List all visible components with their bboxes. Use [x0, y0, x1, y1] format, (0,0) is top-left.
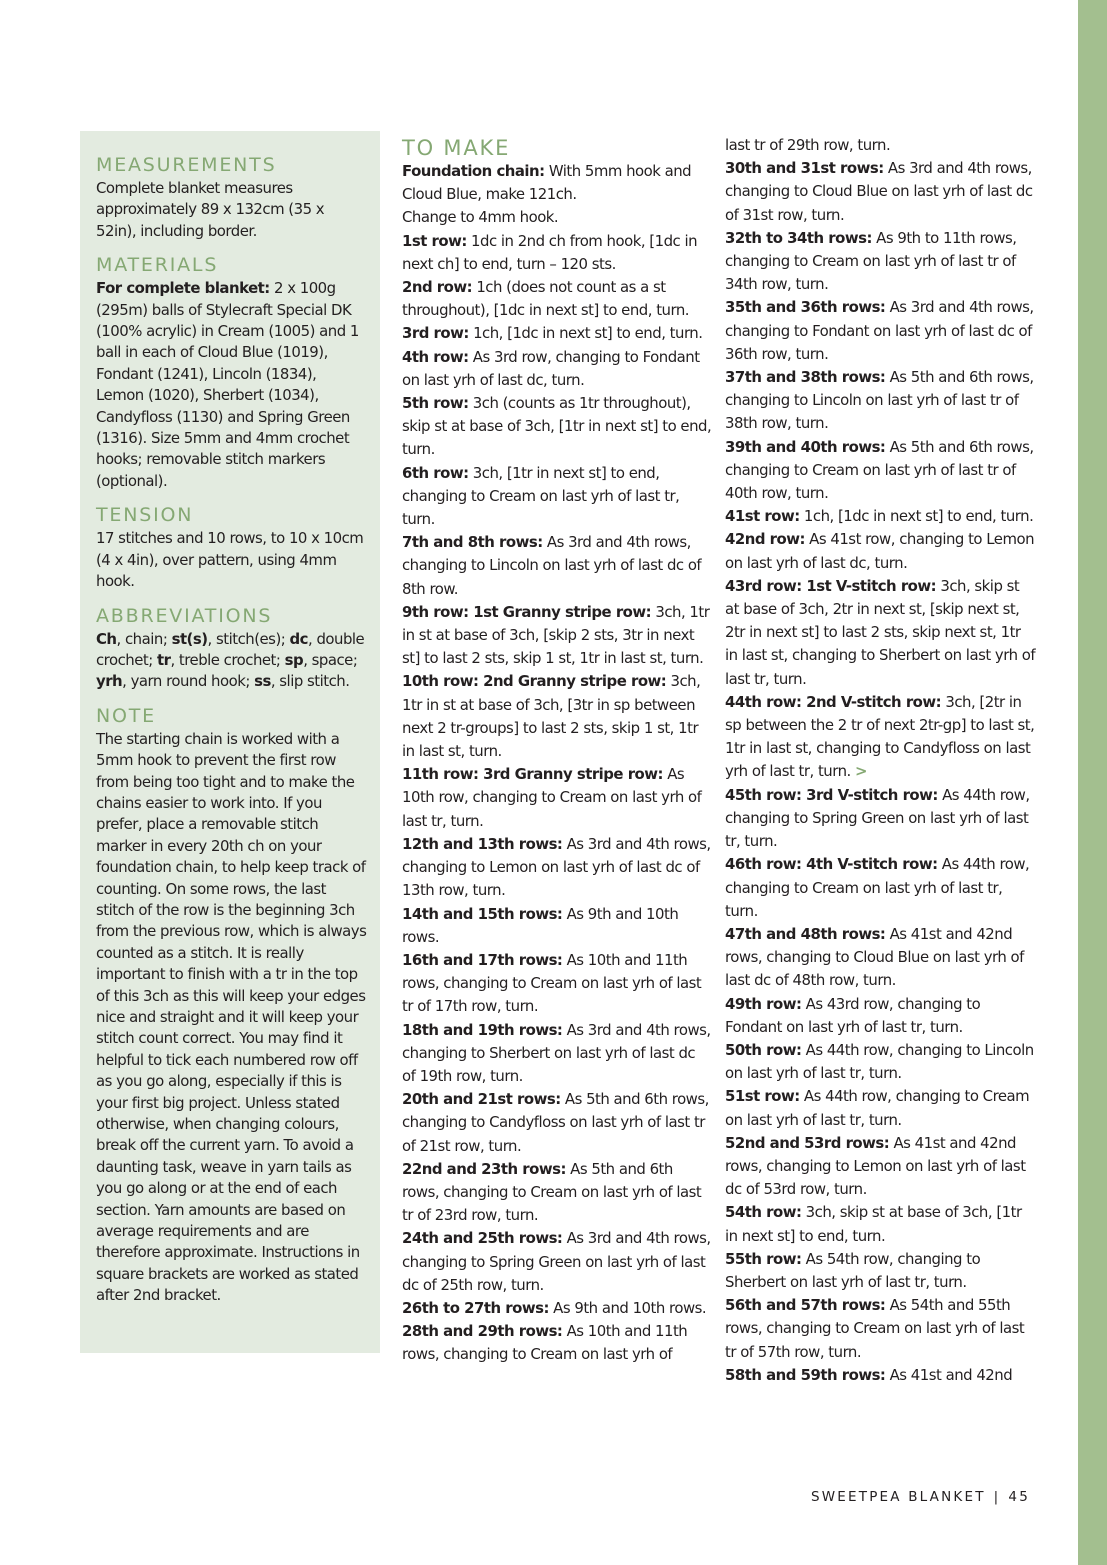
row-label: Foundation chain: — [402, 162, 545, 180]
instructions-column-2 — [725, 134, 1037, 1387]
instruction-row — [725, 366, 1037, 436]
row-label: 7th and 8th rows: — [402, 533, 543, 552]
row-text: As 5th and 6th rows, changing to Lincoln on last yrh of last tr of 38th row, turn. — [725, 368, 1034, 433]
instruction-row — [402, 833, 712, 903]
instruction-row — [725, 784, 1037, 854]
materials-body: 2 x 100g (295m) balls of Stylecraft Special DK (100% acrylic) in Cream (1005) and 1 ball in each of Cloud Blue (1019), Fondant (1241), Lincoln (1834), Lemon (1020), Sherbert (1034), Candyfloss (1130) and Spring Green (1316). Size 5mm and 4mm crochet hooks; removable stitch markers (optional). — [96, 279, 359, 490]
instruction-row — [402, 230, 712, 276]
materials-label: For complete blanket: — [96, 279, 270, 298]
row-text: As 43rd row, changing to Fondant on last yrh of last tr, turn. — [725, 994, 981, 1036]
note-heading: NOTE — [96, 704, 156, 727]
instruction-row — [725, 296, 1037, 366]
row-text: As 3rd and 4th rows, changing to Spring Green on last yrh of last dc of 25th row, turn. — [402, 1229, 711, 1294]
row-text: As 3rd and 4th rows, changing to Fondant on last yrh of last dc of 36th row, turn. — [725, 298, 1034, 363]
instruction-row — [402, 322, 712, 345]
abbreviation-meaning: , stitch(es); — [207, 629, 290, 648]
instruction-row — [725, 227, 1037, 297]
abbreviations-heading: ABBREVIATIONS — [96, 604, 273, 627]
instruction-row — [725, 1248, 1037, 1294]
abbreviation-meaning: , yarn round hook; — [122, 672, 255, 691]
row-label: 37th and 38th rows: — [725, 368, 886, 387]
instruction-row — [402, 949, 712, 1019]
abbreviations-list — [96, 629, 368, 693]
tension-text: 17 stitches and 10 rows, to 10 x 10cm (4 x 4in), over pattern, using 4mm hook. — [96, 529, 364, 591]
instruction-row — [725, 1039, 1037, 1085]
abbreviation-term: ss — [254, 672, 271, 691]
info-sidebar — [80, 131, 380, 1353]
row-text: Change to 4mm hook. — [402, 208, 559, 227]
tension-section — [96, 503, 368, 592]
row-text: As 9th and 10th rows. — [402, 904, 679, 946]
row-label: 10th row: 2nd Granny stripe row: — [402, 672, 667, 691]
row-label: 3rd row: — [402, 324, 469, 343]
measurements-heading: MEASUREMENTS — [96, 154, 277, 176]
row-text: As 3rd and 4th rows, changing to Cloud Blue on last yrh of last dc of 31st row, turn. — [725, 159, 1033, 224]
row-label: 4th row: — [402, 347, 469, 366]
footer-separator: | — [993, 1489, 1001, 1505]
row-text: As 10th and 11th rows, changing to Cream on last yrh of last tr of 17th row, turn. — [402, 950, 702, 1016]
instruction-row — [725, 1085, 1037, 1131]
row-label: 12th and 13th rows: — [402, 834, 563, 853]
row-text: As 5th and 6th rows, changing to Candyfloss on last yrh of last tr of 21st row, turn. — [402, 1090, 709, 1155]
row-text: 3ch, skip st at base of 3ch, 2tr in next st, [skip next st, 2tr in next st] to last 2 sts, skip next st, 1tr in last st, changing to Sherbert on last yrh of last tr, turn. — [725, 576, 1036, 688]
instruction-row — [402, 670, 712, 763]
row-label: 9th row: 1st Granny stripe row: — [402, 602, 652, 621]
row-label: 55th row: — [725, 1249, 802, 1268]
row-text: As 10th row, changing to Cream on last yrh of last tr, turn. — [402, 765, 702, 830]
instruction-list-2 — [725, 134, 1037, 1387]
row-label: 41st row: — [725, 507, 800, 526]
instruction-row — [725, 436, 1037, 506]
abbreviation-meaning: , chain; — [116, 629, 172, 648]
instruction-row — [725, 505, 1037, 528]
row-label: 43rd row: 1st V-stitch row: — [725, 576, 937, 595]
row-text: As 41st row, changing to Lemon on last yrh of last dc, turn. — [725, 530, 1035, 572]
row-text: As 5th and 6th rows, changing to Cream on last yrh of last tr of 23rd row, turn. — [402, 1159, 702, 1225]
instruction-row — [725, 1294, 1037, 1364]
row-label: 2nd row: — [402, 278, 473, 297]
instruction-row — [402, 1088, 712, 1158]
instruction-row — [725, 575, 1037, 691]
abbreviation-term: sp — [284, 650, 304, 669]
row-label: 45th row: 3rd V-stitch row: — [725, 785, 938, 804]
instruction-row — [402, 276, 712, 322]
abbreviation-meaning: , space; — [303, 650, 358, 669]
row-label: 51st row: — [725, 1087, 800, 1106]
row-label: 18th and 19th rows: — [402, 1020, 563, 1039]
abbreviations-section — [96, 604, 368, 693]
instruction-row — [402, 763, 712, 833]
row-text: 1dc in 2nd ch from hook, [1dc in next ch] to end, turn – 120 sts. — [402, 231, 698, 273]
row-text: 3ch, skip st at base of 3ch, [1tr in next st] to end, turn. — [725, 1203, 1022, 1245]
row-label: 44th row: 2nd V-stitch row: — [725, 692, 942, 711]
footer-title: SWEETPEA BLANKET — [810, 1489, 986, 1505]
measurements-section — [96, 153, 368, 242]
row-label: 22nd and 23th rows: — [402, 1159, 566, 1178]
instruction-row — [725, 1132, 1037, 1202]
materials-text — [96, 278, 368, 492]
instruction-row — [402, 601, 712, 671]
row-text: 3ch, 1tr in st at base of 3ch, [3tr in sp between next 2 tr-groups] to last 2 sts, skip 1 st, 1tr in last st, turn. — [402, 672, 701, 761]
row-label: 26th to 27th rows: — [402, 1298, 549, 1317]
row-label: 42nd row: — [725, 530, 805, 549]
row-text: As 5th and 6th rows, changing to Cream on last yrh of last tr of 40th row, turn. — [725, 437, 1034, 503]
abbreviation-term: Ch — [96, 629, 117, 648]
row-text: 3ch, [2tr in sp between the 2 tr of next 2tr-gp] to last st, 1tr in last st, changing to Candyfloss on last yrh of last tr, turn. — [725, 692, 1035, 781]
row-label: 54th row: — [725, 1203, 802, 1222]
row-text: 3ch (counts as 1tr throughout), skip st at base of 3ch, [1tr in next st] to end, turn. — [402, 394, 712, 459]
instruction-row — [402, 346, 712, 392]
row-label: 46th row: 4th V-stitch row: — [725, 855, 938, 874]
row-text: last tr of 29th row, turn. — [725, 136, 891, 154]
instruction-row — [725, 528, 1037, 574]
instruction-row — [725, 691, 1037, 784]
row-label: 16th and 17th rows: — [402, 950, 563, 969]
instruction-row — [725, 1364, 1037, 1387]
to-make-heading: TO MAKE — [402, 136, 511, 160]
abbreviation-term: yrh — [96, 672, 123, 691]
abbreviation-meaning: , treble crochet; — [170, 650, 285, 669]
instruction-row — [402, 1297, 712, 1320]
row-text: As 54th row, changing to Sherbert on last yrh of last tr, turn. — [725, 1249, 981, 1291]
measurements-text: Complete blanket measures approximately 89 x 132cm (35 x 52in), including border. — [96, 179, 325, 240]
row-label: 1st row: — [402, 231, 467, 250]
row-text: 1ch (does not count as a st throughout), [1dc in next st] to end, turn. — [402, 278, 690, 320]
row-text: 3ch, [1tr in next st] to end, changing to Cream on last yrh of last tr, turn. — [402, 463, 680, 529]
row-label: 6th row: — [402, 463, 469, 482]
row-text: As 41st and 42nd — [885, 1365, 1013, 1384]
note-text: The starting chain is worked with a 5mm hook to prevent the first row from being too tight and to make the chains easier to work into. If you prefer, place a removable stitch marker in every 20th ch on your foundation chain, to help keep track of counting. On some rows, the last stitch of the row is the beginning 3ch from the previous row, which is always counted as a stitch. It is really important to finish with a tr in the top of this 3ch as this will keep your edges nice and straight and it will keep your stitch count correct. You may find it helpful to tick each numbered row off as you go along, especially if this is your first big project. Unless stated otherwise, when changing colours, break off the current yarn. To avoid a daunting task, weave in yarn tails as you go along or at the end of each section. Yarn amounts are based on average requirements and are therefore approximate. Instructions in square brackets are worked as stated after 2nd bracket. — [96, 729, 367, 1305]
instruction-row — [725, 923, 1037, 993]
row-label: 47th and 48th rows: — [725, 924, 886, 943]
row-text: As 9th to 11th rows, changing to Cream on last yrh of last tr of 34th row, turn. — [725, 228, 1017, 294]
instruction-row — [402, 1320, 712, 1366]
materials-section — [96, 253, 368, 492]
instruction-row — [402, 1019, 712, 1089]
instruction-row — [402, 462, 712, 532]
instruction-row — [402, 1158, 712, 1228]
instruction-row — [402, 1227, 712, 1297]
row-label: 52nd and 53rd rows: — [725, 1133, 890, 1152]
instruction-row — [402, 531, 712, 601]
row-label: 20th and 21st rows: — [402, 1090, 561, 1109]
abbreviation-meaning: , slip stitch. — [270, 672, 350, 691]
row-text: With 5mm hook and Cloud Blue, make 121ch. — [402, 162, 692, 204]
instruction-list-1 — [402, 160, 712, 1367]
instruction-row — [402, 160, 712, 206]
instruction-row — [725, 853, 1037, 923]
note-section — [96, 704, 368, 1307]
row-label: 35th and 36th rows: — [725, 298, 886, 317]
row-text: 1ch, [1dc in next st] to end, turn. — [799, 507, 1034, 526]
instruction-row — [725, 134, 1037, 157]
instruction-row — [402, 206, 712, 229]
instruction-row — [725, 1201, 1037, 1247]
page-edge-strip — [1078, 0, 1107, 1565]
row-text: As 44th row, changing to Lincoln on last yrh of last tr, turn. — [725, 1040, 1034, 1083]
page-number: 45 — [1008, 1489, 1030, 1505]
row-text: As 3rd and 4th rows, changing to Sherbert on last yrh of last dc of 19th row, turn. — [402, 1020, 711, 1085]
row-label: 58th and 59th rows: — [725, 1365, 886, 1384]
abbreviation-term: dc — [289, 629, 308, 648]
page-footer — [811, 1489, 1030, 1505]
row-label: 30th and 31st rows: — [725, 159, 884, 178]
row-text: As 44th row, changing to Cream on last yrh of last tr, turn. — [725, 855, 1030, 920]
abbreviation-term: tr — [156, 650, 171, 669]
abbreviation-term: st(s) — [171, 629, 208, 648]
row-label: 56th and 57th rows: — [725, 1296, 886, 1315]
row-label: 39th and 40th rows: — [725, 437, 886, 456]
row-label: 49th row: — [725, 994, 802, 1013]
row-text: As 41st and 42nd rows, changing to Lemon on last yrh of last dc of 53rd row, turn. — [725, 1133, 1026, 1199]
row-label: 28th and 29th rows: — [402, 1322, 563, 1341]
instruction-row — [725, 993, 1037, 1039]
row-text: 1ch, [1dc in next st] to end, turn. — [468, 324, 703, 343]
materials-heading: MATERIALS — [96, 254, 219, 277]
row-text: As 3rd and 4th rows, changing to Lemon on last yrh of last dc of 13th row, turn. — [402, 834, 711, 900]
instruction-row — [725, 157, 1037, 227]
row-text: As 3rd and 4th rows, changing to Lincoln on last yrh of last dc of 8th row. — [402, 533, 702, 598]
row-label: 24th and 25th rows: — [402, 1229, 563, 1248]
row-text: As 44th row, changing to Spring Green on last yrh of last tr, turn. — [725, 785, 1030, 851]
row-text: As 41st and 42nd rows, changing to Cloud Blue on last yrh of last dc of 48th row, turn. — [725, 924, 1024, 990]
row-label: 5th row: — [402, 394, 469, 413]
row-text: As 54th and 55th rows, changing to Cream on last yrh of last tr of 57th row, turn. — [725, 1296, 1025, 1361]
abbreviation-meaning: , double crochet; — [96, 629, 365, 669]
row-text: As 9th and 10th rows. — [548, 1298, 707, 1317]
row-text: As 44th row, changing to Cream on last yrh of last tr, turn. — [725, 1087, 1030, 1129]
row-label: 14th and 15th rows: — [402, 904, 563, 923]
row-label: 50th row: — [725, 1040, 802, 1059]
row-label: 32th to 34th rows: — [725, 228, 872, 247]
continue-arrow-icon: > — [855, 762, 867, 781]
tension-heading: TENSION — [96, 504, 194, 527]
instruction-row — [402, 392, 712, 462]
row-text: As 10th and 11th rows, changing to Cream on last yrh of — [402, 1322, 688, 1364]
row-text: 3ch, 1tr in st at base of 3ch, [skip 2 sts, 3tr in next st] to last 2 sts, skip 1 st, 1tr in last st, turn. — [402, 602, 710, 668]
row-label: 11th row: 3rd Granny stripe row: — [402, 765, 664, 784]
row-text: As 3rd row, changing to Fondant on last yrh of last dc, turn. — [402, 347, 700, 389]
instruction-row — [402, 903, 712, 949]
instructions-column-1 — [402, 134, 712, 1367]
